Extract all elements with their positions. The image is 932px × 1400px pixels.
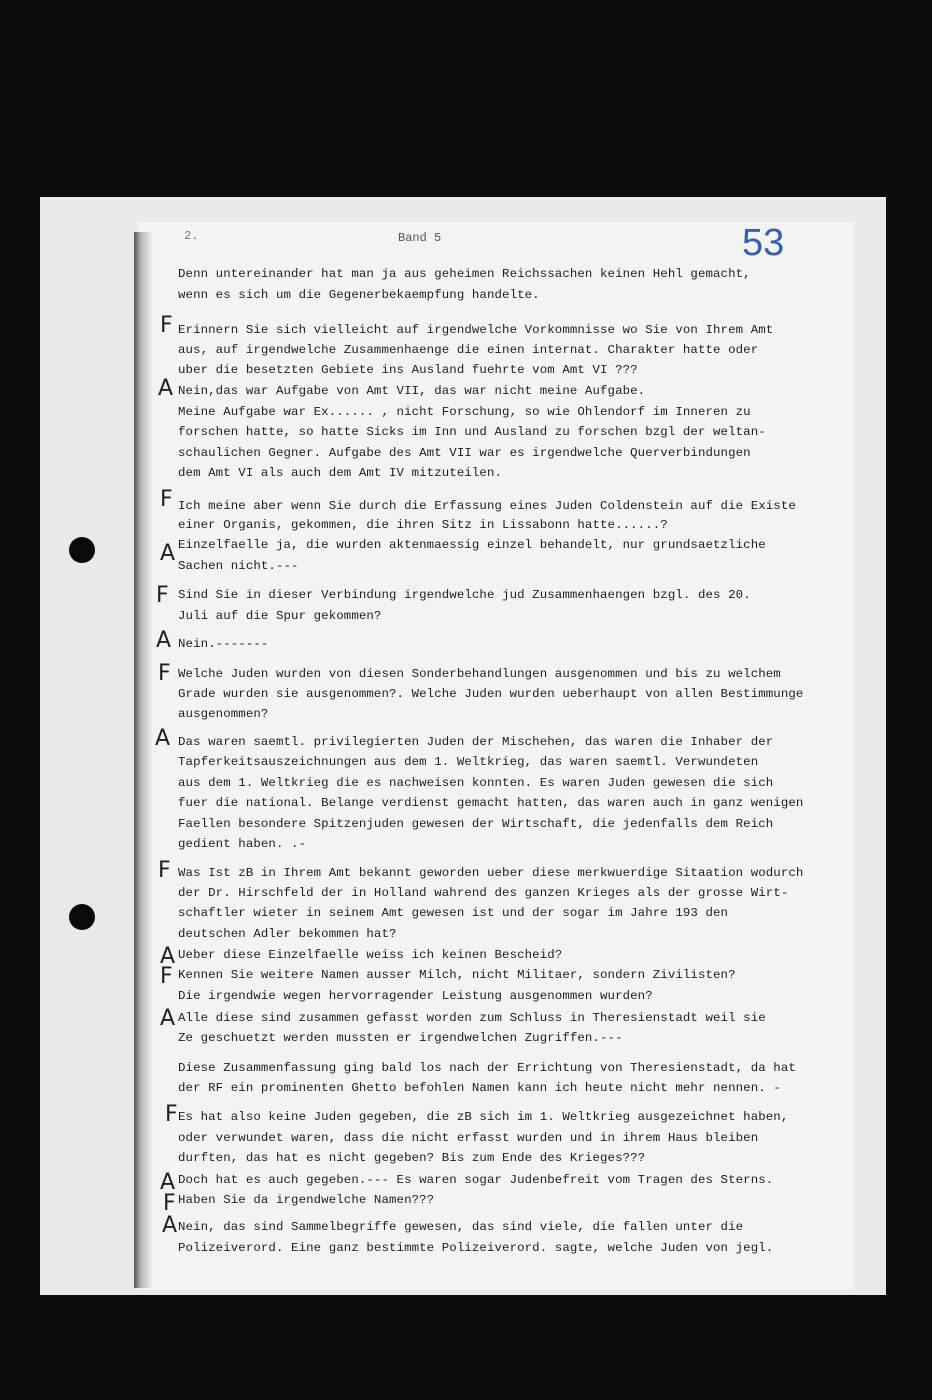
question-marker: F <box>158 661 171 686</box>
text-line: Meine Aufgabe war Ex...... , nicht Forschung, so wie Ohlendorf im Inneren zu <box>178 405 751 419</box>
answer-marker: A <box>155 726 171 751</box>
question-marker: F <box>160 313 173 338</box>
question-marker: F <box>160 964 173 989</box>
question-marker: F <box>160 487 173 512</box>
text-line: schaulichen Gegner. Aufgabe des Amt VII war es irgendwelche Querverbindungen <box>178 446 751 460</box>
text-line: ausgenommen? <box>178 707 269 721</box>
text-line: uber die besetzten Gebiete ins Ausland fuehrte vom Amt VI ??? <box>178 363 638 377</box>
text-line: Denn untereinander hat man ja aus geheimen Reichssachen keinen Hehl gemacht, <box>178 267 751 281</box>
text-line: Faellen besondere Spitzenjuden gewesen der Wirtschaft, die jedenfalls dem Reich <box>178 817 774 831</box>
text-line: Das waren saemtl. privilegierten Juden der Mischehen, das waren die Inhaber der <box>178 735 774 749</box>
answer-marker: A <box>158 376 174 401</box>
text-line: Sind Sie in dieser Verbindung irgendwelche jud Zusammenhaengen bzgl. des 20. <box>178 588 751 602</box>
text-line: Alle diese sind zusammen gefasst worden zum Schluss in Theresienstadt weil sie <box>178 1011 766 1025</box>
text-line: Ze geschuetzt werden mussten er irgendwelchen Zugriffen.--- <box>178 1031 623 1045</box>
text-line: Welche Juden wurden von diesen Sonderbehandlungen ausgenommen und bis zu welchem <box>178 667 781 681</box>
text-line: Kennen Sie weitere Namen ausser Milch, nicht Militaer, sondern Zivilisten? <box>178 968 736 982</box>
question-marker: F <box>163 1191 176 1216</box>
text-line: der RF ein prominenten Ghetto befohlen Namen kann ich heute nicht mehr nennen. - <box>178 1081 781 1095</box>
text-line: deutschen Adler bekommen hat? <box>178 927 397 941</box>
text-line: forschen hatte, so hatte Sicks im Inn und Ausland zu forschen bzgl der weltan- <box>178 425 766 439</box>
text-line: Nein, das sind Sammelbegriffe gewesen, das sind viele, die fallen unter die <box>178 1220 744 1234</box>
text-line: Polizeiverord. Eine ganz bestimmte Polizeiverord. sagte, welche Juden von jegl. <box>178 1241 774 1255</box>
answer-marker: A <box>160 1006 176 1031</box>
answer-marker: A <box>162 1213 178 1238</box>
text-line: Was Ist zB in Ihrem Amt bekannt geworden ueber diese merkwuerdige Sitaation wodurch <box>178 866 804 880</box>
corner-mark: 2. <box>184 229 199 243</box>
text-line: Es hat also keine Juden gegeben, die zB sich im 1. Weltkrieg ausgezeichnet haben, <box>178 1110 789 1124</box>
text-line: Doch hat es auch gegeben.--- Es waren sogar Judenbefreit vom Tragen des Sterns. <box>178 1173 774 1187</box>
text-line: oder verwundet waren, dass die nicht erfasst wurden und in ihrem Haus bleiben <box>178 1131 759 1145</box>
text-line: durften, das hat es nicht gegeben? Bis zum Ende des Krieges??? <box>178 1151 646 1165</box>
page-header: Band 5 <box>398 231 442 245</box>
text-line: gedient haben. .- <box>178 837 307 851</box>
text-line: Diese Zusammenfassung ging bald los nach der Errichtung von Theresienstadt, da hat <box>178 1061 796 1075</box>
answer-marker: A <box>160 944 176 969</box>
text-line: aus dem 1. Weltkrieg die es nachweisen konnten. Es waren Juden gewesen die sich <box>178 776 774 790</box>
page-left-edge-shadow <box>134 232 152 1288</box>
text-line: Tapferkeitsauszeichnungen aus dem 1. Weltkrieg, das waren saemtl. Verwundeten <box>178 755 759 769</box>
text-line: dem Amt VI als auch dem Amt IV mitzuteilen. <box>178 466 503 480</box>
text-line: Nein.------- <box>178 637 269 651</box>
answer-marker: A <box>160 541 176 566</box>
question-marker: F <box>165 1102 178 1127</box>
text-line: der Dr. Hirschfeld der in Holland wahrend des ganzen Krieges als der grosse Wirt- <box>178 886 789 900</box>
text-line: Haben Sie da irgendwelche Namen??? <box>178 1193 435 1207</box>
text-line: Grade wurden sie ausgenommen?. Welche Juden wurden ueberhaupt von allen Bestimmunge <box>178 687 804 701</box>
text-line: Erinnern Sie sich vielleicht auf irgendwelche Vorkommnisse wo Sie von Ihrem Amt <box>178 323 774 337</box>
text-line: Ueber diese Einzelfaelle weiss ich keinen Bescheid? <box>178 948 563 962</box>
handwritten-page-number: 53 <box>742 222 785 264</box>
punch-hole-top <box>69 537 95 563</box>
text-line: Einzelfaelle ja, die wurden aktenmaessig einzel behandelt, nur grundsaetzliche <box>178 538 766 552</box>
punch-hole-bottom <box>69 904 95 930</box>
answer-marker: A <box>156 628 172 653</box>
text-line: Die irgendwie wegen hervorragender Leistung ausgenommen wurden? <box>178 989 653 1003</box>
answer-marker: A <box>160 1170 176 1195</box>
question-marker: F <box>158 858 171 883</box>
text-line: Ich meine aber wenn Sie durch die Erfassung eines Juden Coldenstein auf die Existe <box>178 499 796 513</box>
text-line: fuer die national. Belange verdienst gemacht hatten, das waren auch in ganz wenigen <box>178 796 804 810</box>
text-line: schaftler wieter in seinem Amt gewesen ist und der sogar im Jahre 193 den <box>178 906 729 920</box>
text-line: aus, auf irgendwelche Zusammenhaenge die einen internat. Charakter hatte oder <box>178 343 759 357</box>
text-line: wenn es sich um die Gegenerbekaempfung handelte. <box>178 288 540 302</box>
text-line: Juli auf die Spur gekommen? <box>178 609 382 623</box>
text-line: Sachen nicht.--- <box>178 559 299 573</box>
text-line: Nein,das war Aufgabe von Amt VII, das war nicht meine Aufgabe. <box>178 384 646 398</box>
question-marker: F <box>156 583 169 608</box>
text-line: einer Organis, gekommen, die ihren Sitz in Lissabonn hatte......? <box>178 518 668 532</box>
